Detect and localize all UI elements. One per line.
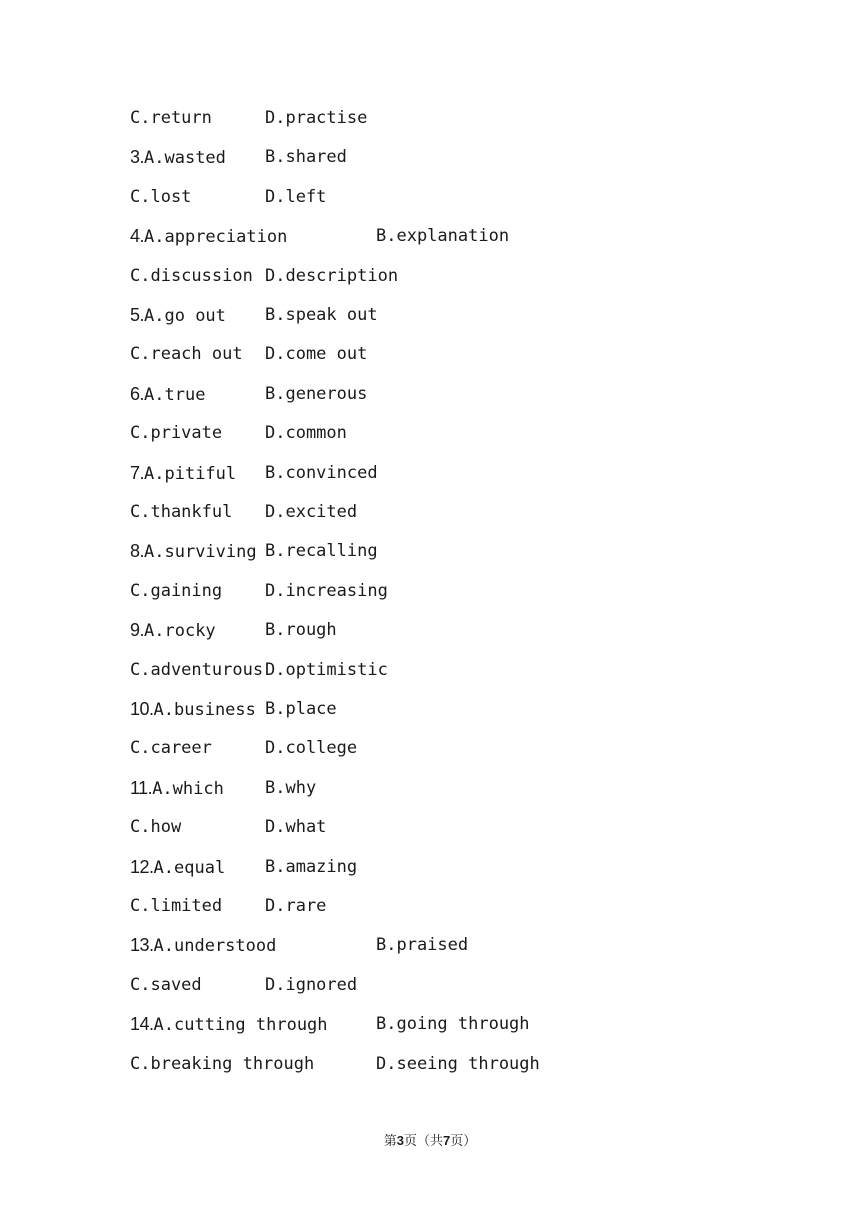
- option-first: [130, 855, 225, 880]
- option-first: [130, 973, 202, 997]
- question-number: 14.: [130, 1014, 154, 1034]
- option-first-text: C.return: [130, 108, 212, 128]
- option-first: [130, 461, 236, 486]
- page-footer: [0, 1130, 860, 1149]
- option-second: B.praised: [376, 935, 469, 955]
- footer-suffix: 页）: [450, 1134, 477, 1149]
- option-second: D.college: [265, 738, 358, 758]
- option-second: D.common: [265, 423, 347, 443]
- option-second: D.ignored: [265, 975, 358, 995]
- question-number: 7.: [130, 463, 145, 483]
- option-first: [130, 697, 256, 722]
- option-second: D.increasing: [265, 581, 388, 601]
- question-number: 10.: [130, 699, 154, 719]
- option-first-text: C.discussion: [130, 266, 253, 286]
- option-second: B.speak out: [265, 305, 378, 325]
- option-first-text: A.pitiful: [144, 464, 237, 484]
- footer-total-pages: 7: [443, 1133, 451, 1148]
- question-number: 8.: [130, 541, 145, 561]
- option-first: [130, 736, 212, 760]
- option-first-text: C.breaking through: [130, 1054, 315, 1074]
- option-second: B.explanation: [376, 226, 510, 246]
- option-first: [130, 303, 226, 328]
- option-first-text: A.cutting through: [153, 1015, 328, 1035]
- option-second: D.come out: [265, 344, 368, 364]
- option-second: B.recalling: [265, 541, 378, 561]
- option-first: [130, 382, 205, 407]
- question-number: 11.: [130, 778, 153, 798]
- option-first-text: C.thankful: [130, 502, 233, 522]
- question-number: 3.: [130, 147, 145, 167]
- option-first-text: A.equal: [153, 858, 226, 878]
- option-first-text: C.limited: [130, 896, 223, 916]
- option-first: [130, 224, 287, 249]
- option-second: D.what: [265, 817, 327, 837]
- option-first-text: C.gaining: [130, 581, 223, 601]
- option-first: [130, 579, 222, 603]
- question-number: 6.: [130, 384, 145, 404]
- option-second: B.generous: [265, 384, 368, 404]
- option-first-text: A.surviving: [144, 542, 257, 562]
- option-second: D.practise: [265, 108, 368, 128]
- option-first: [130, 618, 216, 643]
- option-first: [130, 658, 263, 682]
- option-first-text: A.go out: [144, 306, 226, 326]
- option-first: [130, 106, 212, 130]
- option-first-text: C.adventurous: [130, 660, 264, 680]
- option-first-text: C.saved: [130, 975, 202, 995]
- footer-page-number: 3: [396, 1133, 404, 1148]
- option-first: [130, 933, 276, 958]
- question-number: 4.: [130, 226, 145, 246]
- option-first-text: A.understood: [153, 936, 277, 956]
- option-second: D.description: [265, 266, 399, 286]
- option-first-text: C.how: [130, 817, 182, 837]
- question-number: 9.: [130, 620, 145, 640]
- option-second: D.seeing through: [376, 1054, 540, 1074]
- option-first-text: C.career: [130, 738, 212, 758]
- option-first-text: C.reach out: [130, 344, 243, 364]
- option-second: D.optimistic: [265, 660, 388, 680]
- question-number: 13.: [130, 935, 154, 955]
- option-first: [130, 539, 257, 564]
- option-second: B.going through: [376, 1014, 530, 1034]
- option-first-text: A.which: [152, 779, 224, 799]
- option-second: B.shared: [265, 147, 347, 167]
- option-first: [130, 1012, 328, 1037]
- footer-middle: 页（共: [403, 1134, 443, 1149]
- option-second: B.why: [265, 778, 317, 798]
- option-first-text: A.true: [144, 385, 206, 405]
- option-second: D.rare: [265, 896, 327, 916]
- option-first: [130, 185, 191, 209]
- option-first: [130, 145, 226, 170]
- option-first: [130, 500, 232, 524]
- option-first-text: A.wasted: [144, 148, 226, 168]
- option-first-text: A.rocky: [144, 621, 216, 641]
- option-first: [130, 815, 181, 839]
- option-first-text: A.business: [153, 700, 256, 720]
- option-second: B.rough: [265, 620, 337, 640]
- question-number: 12.: [130, 857, 154, 877]
- option-first-text: C.lost: [130, 187, 192, 207]
- option-second: D.excited: [265, 502, 358, 522]
- footer-prefix: 第: [383, 1134, 397, 1149]
- option-first-text: C.private: [130, 423, 223, 443]
- option-first: [130, 1052, 314, 1076]
- option-first: [130, 264, 253, 288]
- option-second: B.amazing: [265, 857, 358, 877]
- option-first-text: A.appreciation: [144, 227, 288, 247]
- option-first: [130, 342, 243, 366]
- option-second: B.convinced: [265, 463, 378, 483]
- option-second: B.place: [265, 699, 337, 719]
- question-number: 5.: [130, 305, 145, 325]
- option-second: D.left: [265, 187, 327, 207]
- option-first: [130, 894, 222, 918]
- option-first: [130, 776, 224, 801]
- option-first: [130, 421, 222, 445]
